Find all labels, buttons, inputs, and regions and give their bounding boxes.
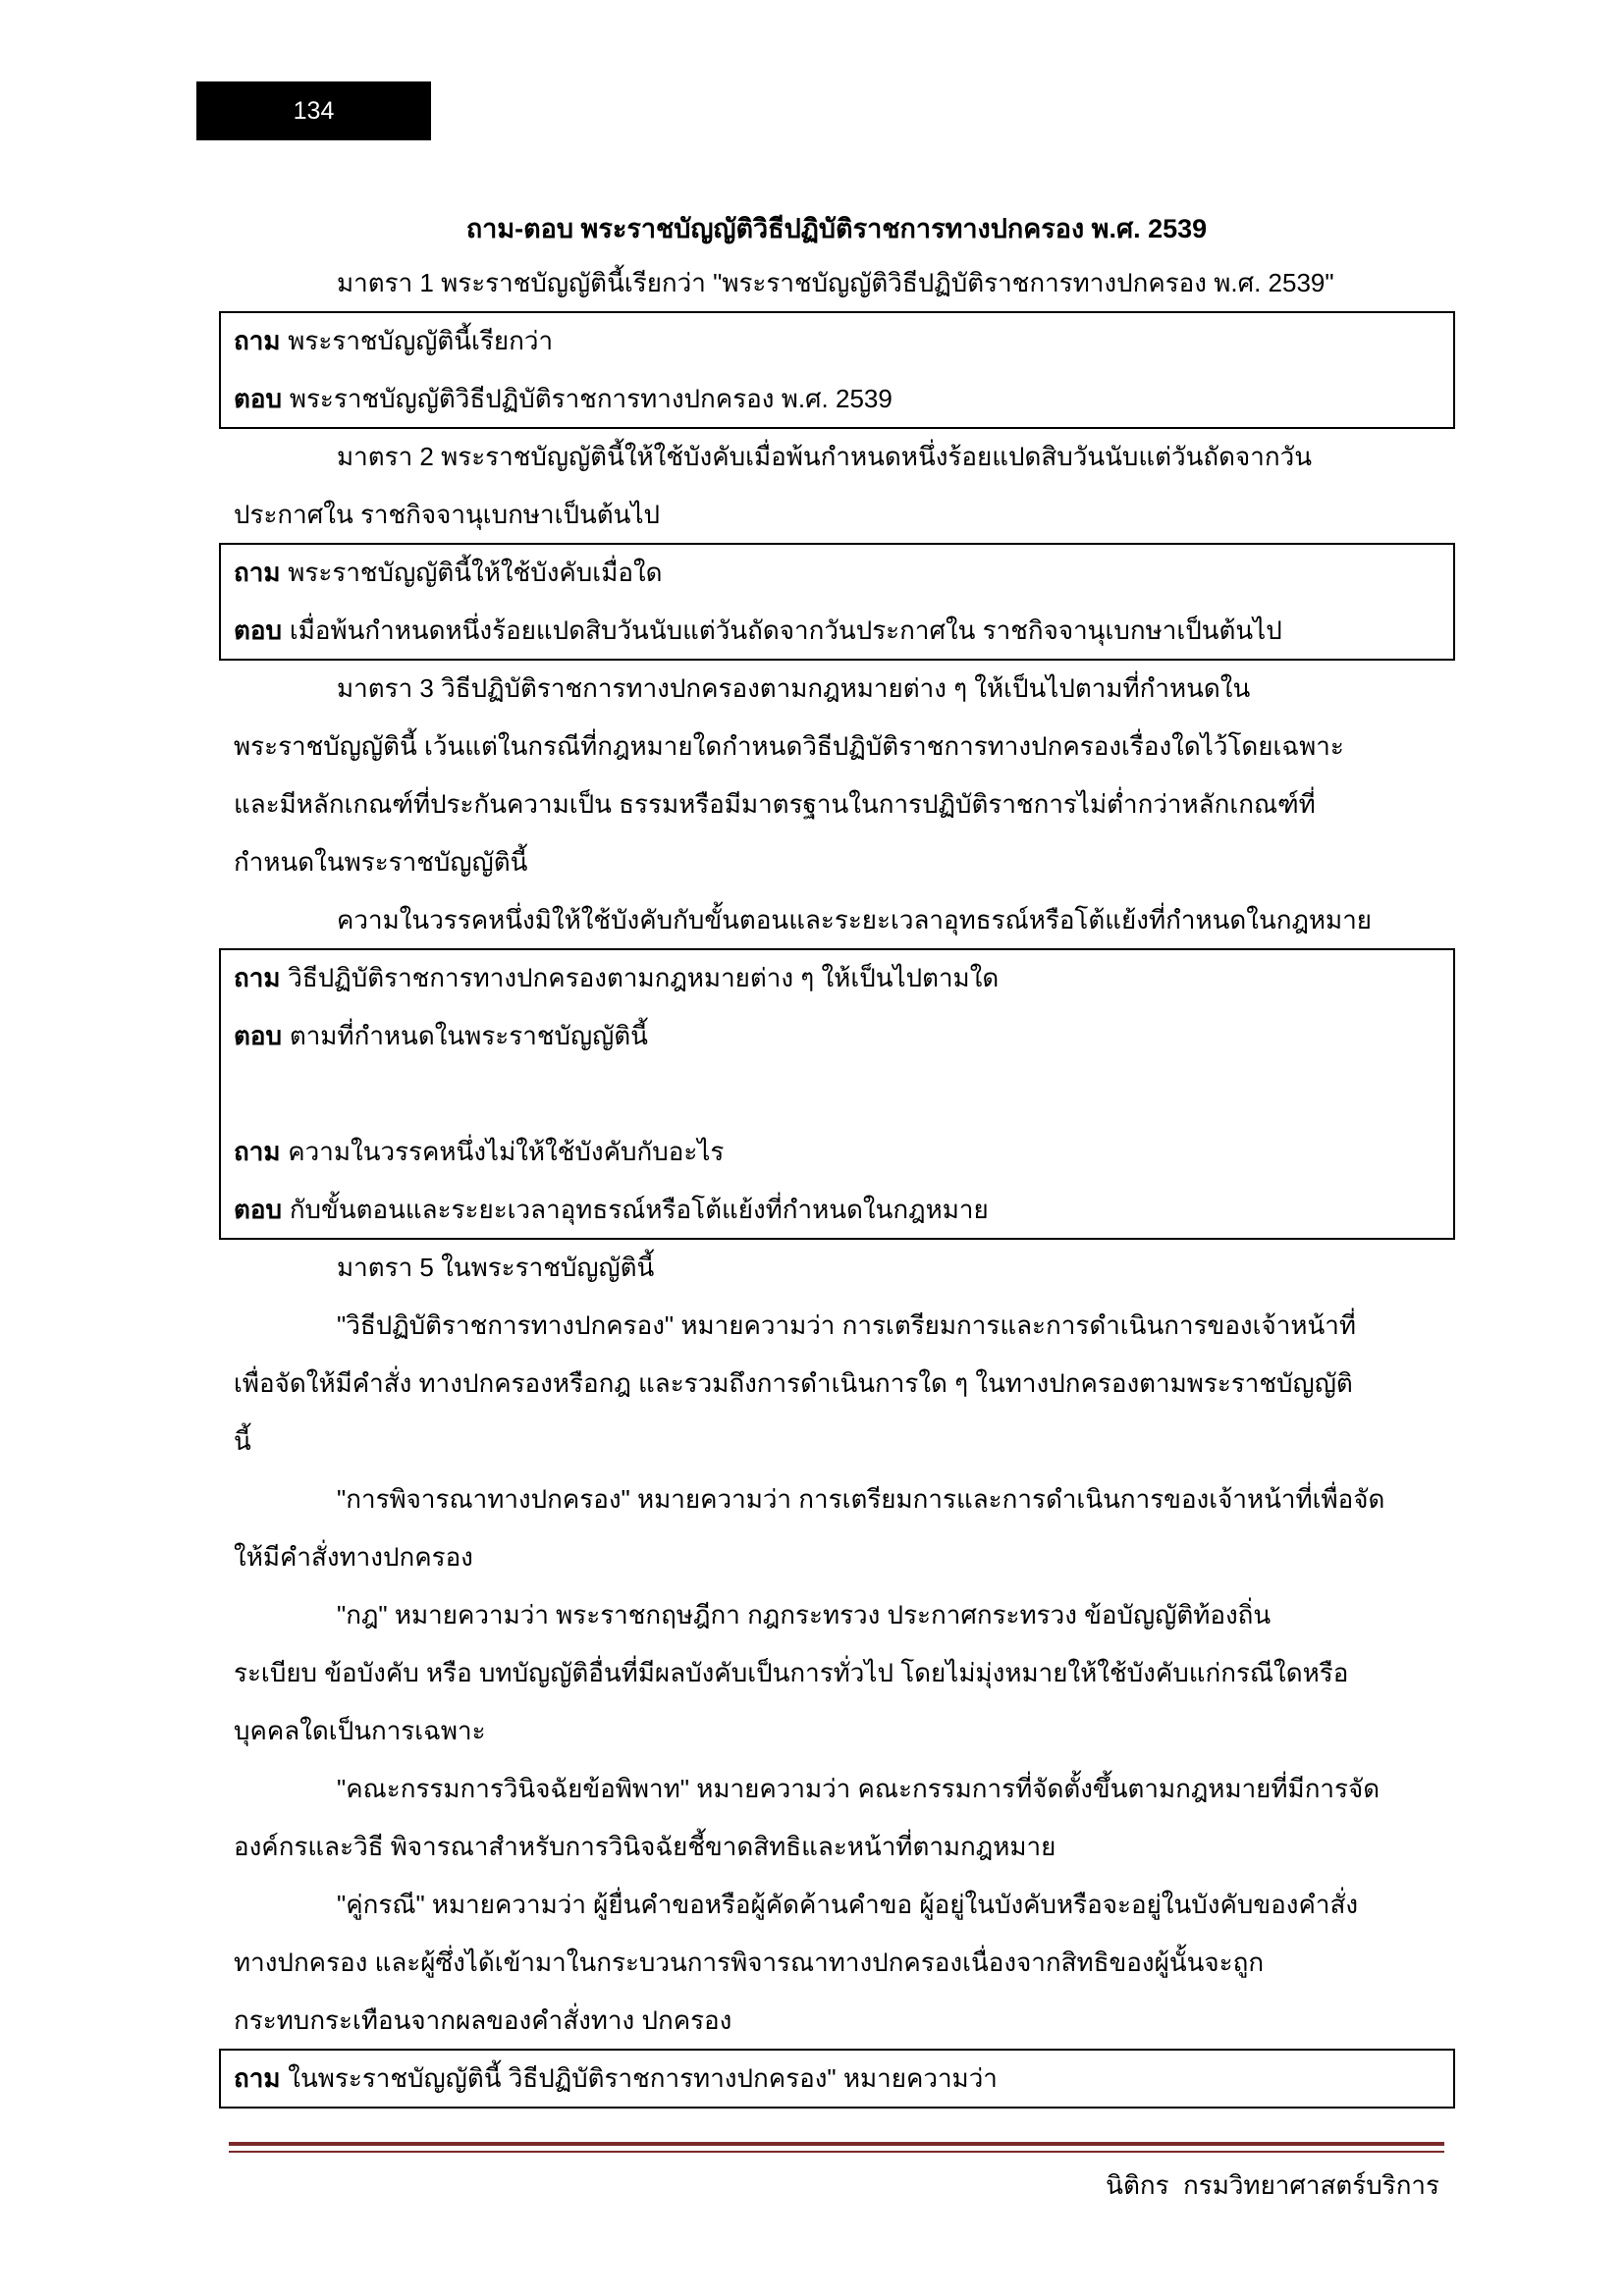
- qa-text: พระราชบัญญัตินี้เรียกว่า: [288, 326, 554, 355]
- qa-answer: [220, 370, 1454, 428]
- document-title: ถาม-ตอบ พระราชบัญญัติวิธีปฏิบัติราชการทางปกครอง พ.ศ. 2539: [465, 214, 1208, 243]
- paragraph-line: "การพิจารณาทางปกครอง" หมายความว่า การเตรียมการและการดำเนินการของเจ้าหน้าที่เพื่อจัด: [337, 1484, 1385, 1514]
- section-paragraph: [220, 660, 1454, 949]
- paragraph-line: มาตรา 1 พระราชบัญญัตินี้เรียกว่า "พระราชบัญญัติวิธีปฏิบัติราชการทางปกครอง พ.ศ. 2539": [337, 268, 1334, 297]
- paragraph-line: มาตรา 3 วิธีปฏิบัติราชการทางปกครองตามกฎหมายต่าง ๆ ให้เป็นไปตามที่กำหนดใน: [337, 673, 1251, 703]
- qa-text: วิธีปฏิบัติราชการทางปกครองตามกฎหมายต่าง ๆ ให้เป็นไปตามใด: [288, 963, 1000, 992]
- section-paragraph: [220, 254, 1454, 312]
- qa-question: [220, 949, 1454, 1007]
- paragraph-line: ให้มีคำสั่งทางปกครอง: [234, 1542, 473, 1572]
- footer-text: นิติกร กรมวิทยาศาสตร์บริการ: [1106, 2170, 1439, 2200]
- paragraph-line: ระเบียบ ข้อบังคับ หรือ บทบัญญัติอื่นที่มีผลบังคับเป็นการทั่วไป โดยไม่มุ่งหมายให้ใช้บังคับแก่กรณีใดหรือ: [234, 1658, 1349, 1687]
- qa-label: ตอบ: [234, 1021, 283, 1050]
- paragraph-line: "กฎ" หมายความว่า พระราชกฤษฎีกา กฎกระทรวง ประกาศกระทรวง ข้อบัญญัติท้องถิ่น: [337, 1600, 1272, 1629]
- qa-answer: [220, 1181, 1454, 1239]
- qa-box: [220, 544, 1454, 660]
- section-paragraph: [220, 428, 1454, 544]
- paragraph-line: บุคคลใดเป็นการเฉพาะ: [234, 1716, 486, 1745]
- paragraph-line: มาตรา 2 พระราชบัญญัตินี้ให้ใช้บังคับเมื่อพ้นกำหนดหนึ่งร้อยแปดสิบวันนับแต่วันถัดจากวัน: [337, 442, 1312, 471]
- qa-label: ถาม: [234, 2063, 281, 2093]
- paragraph-line: "คู่กรณี" หมายความว่า ผู้ยื่นคำขอหรือผู้คัดค้านคำขอ ผู้อยู่ในบังคับหรือจะอยู่ในบังคับของคำสั่ง: [337, 1890, 1359, 1919]
- paragraph-line: "วิธีปฏิบัติราชการทางปกครอง" หมายความว่า การเตรียมการและการดำเนินการของเจ้าหน้าที่: [337, 1310, 1356, 1340]
- paragraph-line: พระราชบัญญัตินี้ เว้นแต่ในกรณีที่กฎหมายใดกำหนดวิธีปฏิบัติราชการทางปกครองเรื่องใดไว้โดยเฉพาะ: [234, 731, 1344, 761]
- paragraph-line: เพื่อจัดให้มีคำสั่ง ทางปกครองหรือกฎ และรวมถึงการดำเนินการใด ๆ ในทางปกครองตามพระราชบัญญัติ: [234, 1368, 1353, 1398]
- qa-label: ตอบ: [234, 1195, 283, 1224]
- qa-question: [220, 1123, 1454, 1181]
- qa-text: กับขั้นตอนและระยะเวลาอุทธรณ์หรือโต้แย้งที่กำหนดในกฎหมาย: [289, 1195, 989, 1224]
- paragraph-line: ความในวรรคหนึ่งมิให้ใช้บังคับกับขั้นตอนและระยะเวลาอุทธรณ์หรือโต้แย้งที่กำหนดในกฎหมาย: [337, 905, 1373, 934]
- paragraph-line: ประกาศใน ราชกิจจานุเบกษาเป็นต้นไป: [234, 500, 661, 529]
- qa-text: ในพระราชบัญญัตินี้ วิธีปฏิบัติราชการทางปกครอง" หมายความว่า: [288, 2063, 998, 2093]
- qa-box: [220, 2050, 1454, 2108]
- paragraph-line: องค์กรและวิธี พิจารณาสำหรับการวินิจฉัยชี้ขาดสิทธิและหน้าที่ตามกฎหมาย: [234, 1832, 1056, 1861]
- qa-label: ถาม: [234, 326, 281, 355]
- qa-spacer: [220, 1065, 1454, 1123]
- footer-rule-thin: [229, 2151, 1444, 2153]
- paragraph-line: ทางปกครอง และผู้ซึ่งได้เข้ามาในกระบวนการพิจารณาทางปกครองเนื่องจากสิทธิของผู้นั้นจะถูก: [234, 1948, 1265, 1977]
- qa-label: ตอบ: [234, 384, 283, 413]
- qa-text: พระราชบัญญัตินี้ให้ใช้บังคับเมื่อใด: [288, 558, 663, 587]
- qa-box: [220, 949, 1454, 1239]
- paragraph-line: "คณะกรรมการวินิจฉัยข้อพิพาท" หมายความว่า คณะกรรมการที่จัดตั้งขึ้นตามกฎหมายที่มีการจัด: [337, 1774, 1380, 1803]
- qa-answer: [220, 1007, 1454, 1065]
- paragraph-line: นี้: [234, 1426, 251, 1456]
- qa-label: ถาม: [234, 1137, 281, 1166]
- paragraph-line: กระทบกระเทือนจากผลของคำสั่งทาง ปกครอง: [234, 2005, 732, 2035]
- paragraph-line: และมีหลักเกณฑ์ที่ประกันความเป็น ธรรมหรือมีมาตรฐานในการปฏิบัติราชการไม่ต่ำกว่าหลักเกณฑ์ที่: [234, 789, 1316, 819]
- qa-answer: [220, 602, 1454, 660]
- qa-text: ตามที่กำหนดในพระราชบัญญัตินี้: [289, 1021, 648, 1050]
- qa-question: [220, 2050, 1454, 2108]
- qa-text: เมื่อพ้นกำหนดหนึ่งร้อยแปดสิบวันนับแต่วันถัดจากวันประกาศใน ราชกิจจานุเบกษาเป็นต้นไป: [289, 615, 1282, 645]
- paragraph-line: มาตรา 5 ในพระราชบัญญัตินี้: [337, 1253, 655, 1282]
- qa-question: [220, 312, 1454, 370]
- paragraph-line: กำหนดในพระราชบัญญัตินี้: [234, 847, 528, 877]
- qa-label: ถาม: [234, 963, 281, 992]
- qa-question: [220, 544, 1454, 602]
- qa-text: พระราชบัญญัติวิธีปฏิบัติราชการทางปกครอง พ.ศ. 2539: [289, 384, 893, 413]
- qa-box: [220, 312, 1454, 428]
- qa-text: ความในวรรคหนึ่งไม่ให้ใช้บังคับกับอะไร: [288, 1137, 725, 1166]
- page-number-badge: [196, 81, 431, 140]
- qa-label: ตอบ: [234, 615, 283, 645]
- footer-rule: [229, 2142, 1444, 2146]
- page-number: 134: [293, 97, 335, 125]
- qa-label: ถาม: [234, 558, 281, 587]
- document-body: [220, 254, 1454, 2108]
- section-paragraph: [220, 1239, 1454, 2050]
